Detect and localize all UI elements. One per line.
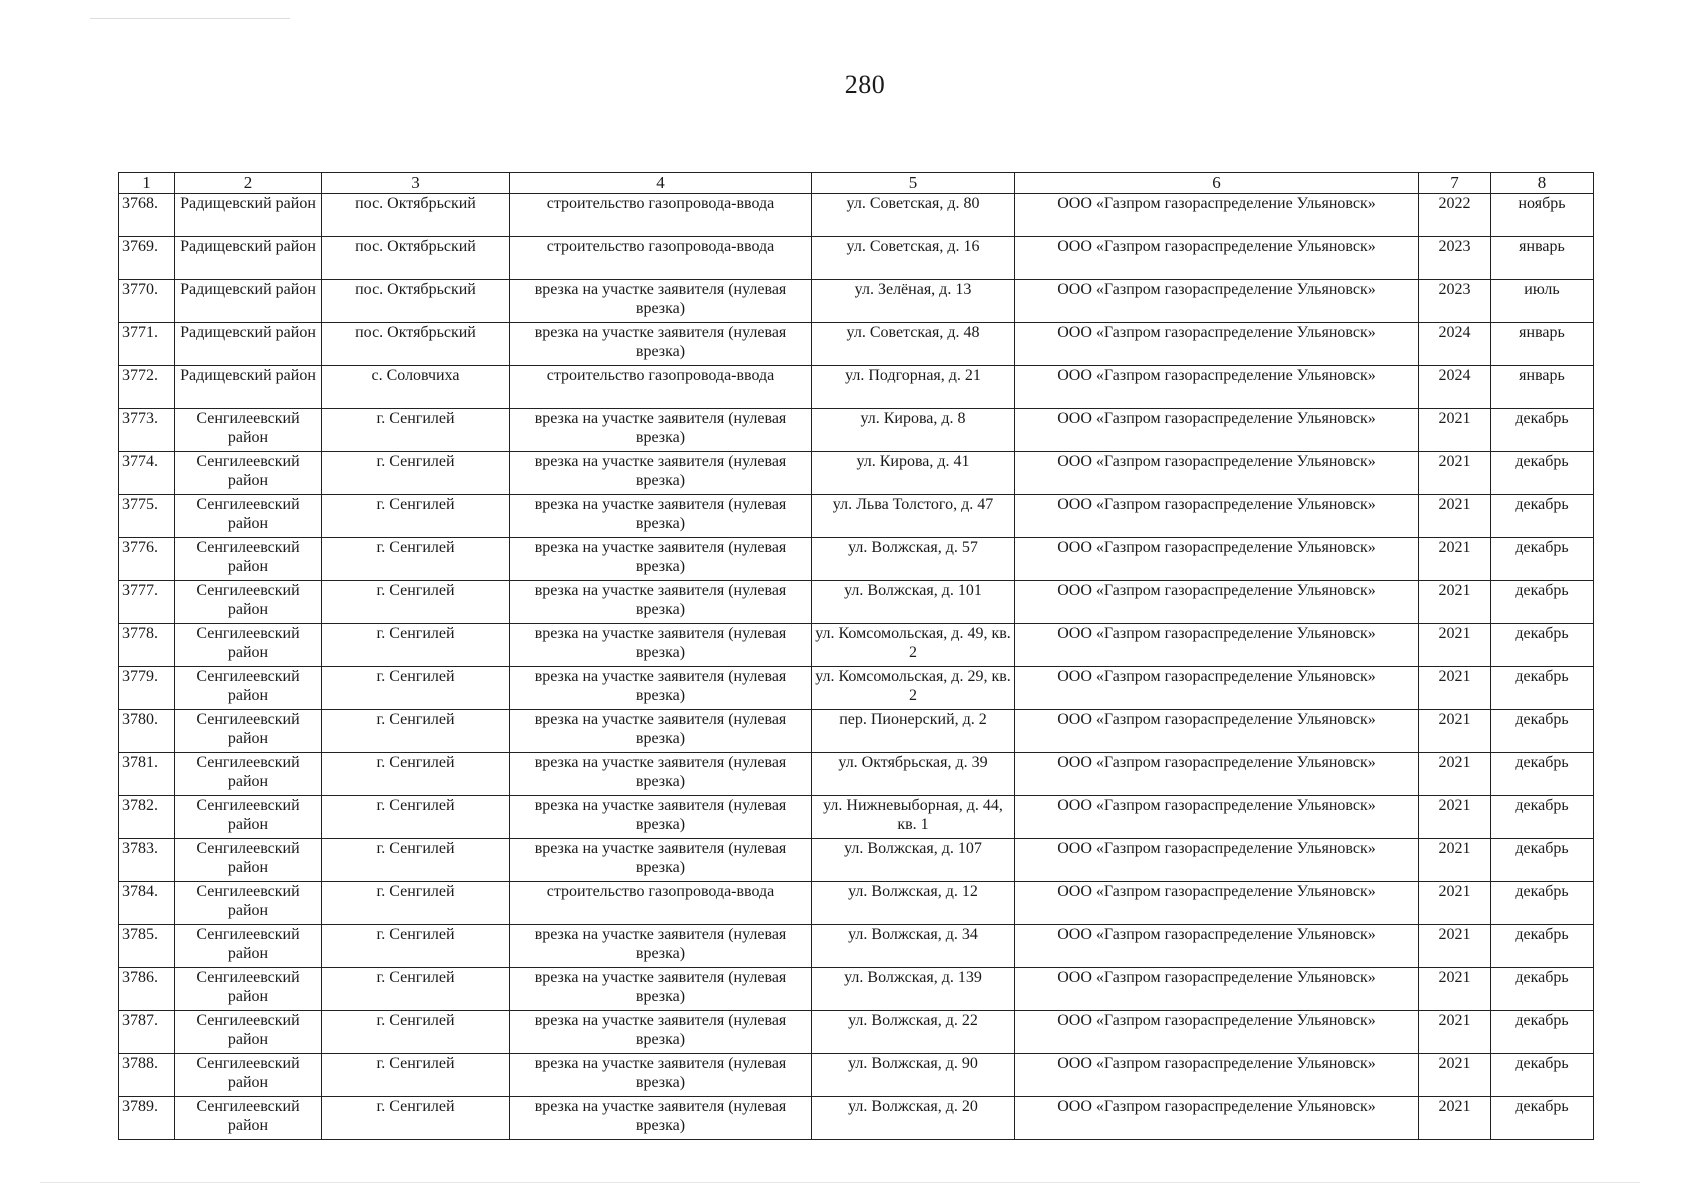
- row-number: 3782.: [119, 796, 175, 839]
- work-type-cell: врезка на участке заявителя (нулевая врезка): [510, 710, 812, 753]
- table-row: [119, 409, 1594, 452]
- row-number: 3781.: [119, 753, 175, 796]
- year-cell: 2021: [1419, 925, 1491, 968]
- locality-cell: г. Сенгилей: [322, 409, 510, 452]
- month-cell: декабрь: [1491, 839, 1594, 882]
- locality-cell: г. Сенгилей: [322, 1011, 510, 1054]
- locality-cell: пос. Октябрьский: [322, 280, 510, 323]
- table-row: [119, 538, 1594, 581]
- address-cell: ул. Волжская, д. 22: [812, 1011, 1015, 1054]
- district-cell: Сенгилеевский район: [175, 581, 322, 624]
- column-header: 1: [119, 173, 175, 194]
- row-number: 3779.: [119, 667, 175, 710]
- row-number: 3785.: [119, 925, 175, 968]
- month-cell: декабрь: [1491, 968, 1594, 1011]
- column-header: 6: [1015, 173, 1419, 194]
- organization-cell: ООО «Газпром газораспределение Ульяновск»: [1015, 968, 1419, 1011]
- district-cell: Сенгилеевский район: [175, 925, 322, 968]
- month-cell: декабрь: [1491, 452, 1594, 495]
- district-cell: Радищевский район: [175, 237, 322, 280]
- row-number: 3788.: [119, 1054, 175, 1097]
- organization-cell: ООО «Газпром газораспределение Ульяновск»: [1015, 237, 1419, 280]
- district-cell: Сенгилеевский район: [175, 839, 322, 882]
- address-cell: ул. Волжская, д. 34: [812, 925, 1015, 968]
- table-row: [119, 839, 1594, 882]
- row-number: 3768.: [119, 194, 175, 237]
- district-cell: Сенгилеевский район: [175, 538, 322, 581]
- table-row: [119, 194, 1594, 237]
- organization-cell: ООО «Газпром газораспределение Ульяновск»: [1015, 452, 1419, 495]
- year-cell: 2021: [1419, 667, 1491, 710]
- column-number-row: [119, 173, 1594, 194]
- table-row: [119, 495, 1594, 538]
- row-number: 3783.: [119, 839, 175, 882]
- work-type-cell: врезка на участке заявителя (нулевая врезка): [510, 796, 812, 839]
- table-row: [119, 710, 1594, 753]
- table-row: [119, 366, 1594, 409]
- row-number: 3789.: [119, 1097, 175, 1140]
- column-header: 3: [322, 173, 510, 194]
- address-cell: ул. Советская, д. 16: [812, 237, 1015, 280]
- scan-artifact: [90, 18, 290, 19]
- year-cell: 2023: [1419, 237, 1491, 280]
- month-cell: июль: [1491, 280, 1594, 323]
- address-cell: ул. Подгорная, д. 21: [812, 366, 1015, 409]
- organization-cell: ООО «Газпром газораспределение Ульяновск»: [1015, 710, 1419, 753]
- page-number: 280: [844, 70, 886, 99]
- locality-cell: г. Сенгилей: [322, 925, 510, 968]
- year-cell: 2021: [1419, 968, 1491, 1011]
- table-row: [119, 925, 1594, 968]
- work-type-cell: строительство газопровода-ввода: [510, 882, 812, 925]
- year-cell: 2021: [1419, 624, 1491, 667]
- locality-cell: г. Сенгилей: [322, 753, 510, 796]
- row-number: 3770.: [119, 280, 175, 323]
- work-type-cell: врезка на участке заявителя (нулевая врезка): [510, 581, 812, 624]
- row-number: 3773.: [119, 409, 175, 452]
- address-cell: ул. Волжская, д. 57: [812, 538, 1015, 581]
- address-cell: ул. Советская, д. 80: [812, 194, 1015, 237]
- year-cell: 2021: [1419, 495, 1491, 538]
- district-cell: Сенгилеевский район: [175, 495, 322, 538]
- month-cell: декабрь: [1491, 667, 1594, 710]
- work-type-cell: врезка на участке заявителя (нулевая врезка): [510, 753, 812, 796]
- organization-cell: ООО «Газпром газораспределение Ульяновск»: [1015, 753, 1419, 796]
- work-type-cell: строительство газопровода-ввода: [510, 237, 812, 280]
- district-cell: Радищевский район: [175, 194, 322, 237]
- organization-cell: ООО «Газпром газораспределение Ульяновск»: [1015, 280, 1419, 323]
- organization-cell: ООО «Газпром газораспределение Ульяновск»: [1015, 925, 1419, 968]
- district-cell: Радищевский район: [175, 323, 322, 366]
- month-cell: декабрь: [1491, 753, 1594, 796]
- table-row: [119, 667, 1594, 710]
- table-row: [119, 1011, 1594, 1054]
- table-row: [119, 968, 1594, 1011]
- month-cell: январь: [1491, 323, 1594, 366]
- locality-cell: г. Сенгилей: [322, 538, 510, 581]
- year-cell: 2021: [1419, 1011, 1491, 1054]
- district-cell: Сенгилеевский район: [175, 710, 322, 753]
- month-cell: декабрь: [1491, 538, 1594, 581]
- work-type-cell: врезка на участке заявителя (нулевая врезка): [510, 280, 812, 323]
- address-cell: ул. Волжская, д. 107: [812, 839, 1015, 882]
- district-cell: Сенгилеевский район: [175, 1011, 322, 1054]
- year-cell: 2021: [1419, 882, 1491, 925]
- month-cell: декабрь: [1491, 710, 1594, 753]
- month-cell: ноябрь: [1491, 194, 1594, 237]
- organization-cell: ООО «Газпром газораспределение Ульяновск»: [1015, 581, 1419, 624]
- organization-cell: ООО «Газпром газораспределение Ульяновск»: [1015, 495, 1419, 538]
- work-type-cell: врезка на участке заявителя (нулевая врезка): [510, 323, 812, 366]
- gas-connection-table: [118, 172, 1594, 1140]
- year-cell: 2024: [1419, 366, 1491, 409]
- year-cell: 2021: [1419, 1097, 1491, 1140]
- row-number: 3772.: [119, 366, 175, 409]
- work-type-cell: строительство газопровода-ввода: [510, 366, 812, 409]
- locality-cell: г. Сенгилей: [322, 1097, 510, 1140]
- district-cell: Сенгилеевский район: [175, 1097, 322, 1140]
- column-header: 2: [175, 173, 322, 194]
- year-cell: 2021: [1419, 839, 1491, 882]
- address-cell: ул. Волжская, д. 20: [812, 1097, 1015, 1140]
- month-cell: январь: [1491, 237, 1594, 280]
- table-row: [119, 1097, 1594, 1140]
- work-type-cell: врезка на участке заявителя (нулевая врезка): [510, 1054, 812, 1097]
- column-header: 5: [812, 173, 1015, 194]
- organization-cell: ООО «Газпром газораспределение Ульяновск»: [1015, 1097, 1419, 1140]
- locality-cell: г. Сенгилей: [322, 581, 510, 624]
- column-header: 4: [510, 173, 812, 194]
- organization-cell: ООО «Газпром газораспределение Ульяновск»: [1015, 409, 1419, 452]
- address-cell: ул. Зелёная, д. 13: [812, 280, 1015, 323]
- year-cell: 2021: [1419, 1054, 1491, 1097]
- address-cell: ул. Кирова, д. 8: [812, 409, 1015, 452]
- locality-cell: г. Сенгилей: [322, 710, 510, 753]
- locality-cell: г. Сенгилей: [322, 839, 510, 882]
- month-cell: декабрь: [1491, 882, 1594, 925]
- year-cell: 2021: [1419, 452, 1491, 495]
- year-cell: 2021: [1419, 581, 1491, 624]
- locality-cell: пос. Октябрьский: [322, 237, 510, 280]
- table-row: [119, 237, 1594, 280]
- organization-cell: ООО «Газпром газораспределение Ульяновск»: [1015, 194, 1419, 237]
- month-cell: декабрь: [1491, 624, 1594, 667]
- month-cell: декабрь: [1491, 581, 1594, 624]
- month-cell: декабрь: [1491, 495, 1594, 538]
- district-cell: Сенгилеевский район: [175, 968, 322, 1011]
- row-number: 3780.: [119, 710, 175, 753]
- table-row: [119, 753, 1594, 796]
- work-type-cell: врезка на участке заявителя (нулевая врезка): [510, 538, 812, 581]
- row-number: 3776.: [119, 538, 175, 581]
- work-type-cell: врезка на участке заявителя (нулевая врезка): [510, 495, 812, 538]
- work-type-cell: врезка на участке заявителя (нулевая врезка): [510, 452, 812, 495]
- row-number: 3786.: [119, 968, 175, 1011]
- table-row: [119, 280, 1594, 323]
- work-type-cell: врезка на участке заявителя (нулевая врезка): [510, 968, 812, 1011]
- locality-cell: г. Сенгилей: [322, 796, 510, 839]
- address-cell: ул. Волжская, д. 139: [812, 968, 1015, 1011]
- address-cell: ул. Комсомольская, д. 49, кв. 2: [812, 624, 1015, 667]
- table-row: [119, 624, 1594, 667]
- district-cell: Сенгилеевский район: [175, 882, 322, 925]
- locality-cell: г. Сенгилей: [322, 1054, 510, 1097]
- organization-cell: ООО «Газпром газораспределение Ульяновск»: [1015, 538, 1419, 581]
- address-cell: ул. Льва Толстого, д. 47: [812, 495, 1015, 538]
- address-cell: ул. Волжская, д. 90: [812, 1054, 1015, 1097]
- month-cell: декабрь: [1491, 925, 1594, 968]
- month-cell: декабрь: [1491, 796, 1594, 839]
- district-cell: Сенгилеевский район: [175, 667, 322, 710]
- column-header: 8: [1491, 173, 1594, 194]
- district-cell: Сенгилеевский район: [175, 796, 322, 839]
- locality-cell: пос. Октябрьский: [322, 323, 510, 366]
- year-cell: 2021: [1419, 409, 1491, 452]
- address-cell: пер. Пионерский, д. 2: [812, 710, 1015, 753]
- month-cell: декабрь: [1491, 1097, 1594, 1140]
- work-type-cell: врезка на участке заявителя (нулевая врезка): [510, 667, 812, 710]
- month-cell: декабрь: [1491, 1054, 1594, 1097]
- column-header: 7: [1419, 173, 1491, 194]
- work-type-cell: врезка на участке заявителя (нулевая врезка): [510, 1011, 812, 1054]
- work-type-cell: врезка на участке заявителя (нулевая врезка): [510, 925, 812, 968]
- district-cell: Сенгилеевский район: [175, 753, 322, 796]
- row-number: 3769.: [119, 237, 175, 280]
- organization-cell: ООО «Газпром газораспределение Ульяновск»: [1015, 323, 1419, 366]
- address-cell: ул. Волжская, д. 101: [812, 581, 1015, 624]
- locality-cell: г. Сенгилей: [322, 968, 510, 1011]
- district-cell: Сенгилеевский район: [175, 624, 322, 667]
- year-cell: 2021: [1419, 710, 1491, 753]
- organization-cell: ООО «Газпром газораспределение Ульяновск»: [1015, 839, 1419, 882]
- row-number: 3784.: [119, 882, 175, 925]
- year-cell: 2021: [1419, 538, 1491, 581]
- work-type-cell: врезка на участке заявителя (нулевая врезка): [510, 624, 812, 667]
- address-cell: ул. Кирова, д. 41: [812, 452, 1015, 495]
- row-number: 3778.: [119, 624, 175, 667]
- locality-cell: г. Сенгилей: [322, 667, 510, 710]
- locality-cell: с. Соловчиха: [322, 366, 510, 409]
- table-row: [119, 323, 1594, 366]
- month-cell: декабрь: [1491, 1011, 1594, 1054]
- district-cell: Сенгилеевский район: [175, 1054, 322, 1097]
- locality-cell: пос. Октябрьский: [322, 194, 510, 237]
- year-cell: 2023: [1419, 280, 1491, 323]
- organization-cell: ООО «Газпром газораспределение Ульяновск»: [1015, 1054, 1419, 1097]
- organization-cell: ООО «Газпром газораспределение Ульяновск»: [1015, 366, 1419, 409]
- row-number: 3787.: [119, 1011, 175, 1054]
- table-row: [119, 452, 1594, 495]
- scan-artifact: [40, 1182, 1640, 1183]
- organization-cell: ООО «Газпром газораспределение Ульяновск»: [1015, 624, 1419, 667]
- row-number: 3775.: [119, 495, 175, 538]
- work-type-cell: строительство газопровода-ввода: [510, 194, 812, 237]
- work-type-cell: врезка на участке заявителя (нулевая врезка): [510, 839, 812, 882]
- organization-cell: ООО «Газпром газораспределение Ульяновск»: [1015, 882, 1419, 925]
- year-cell: 2021: [1419, 753, 1491, 796]
- address-cell: ул. Волжская, д. 12: [812, 882, 1015, 925]
- row-number: 3774.: [119, 452, 175, 495]
- row-number: 3777.: [119, 581, 175, 624]
- row-number: 3771.: [119, 323, 175, 366]
- district-cell: Сенгилеевский район: [175, 409, 322, 452]
- locality-cell: г. Сенгилей: [322, 452, 510, 495]
- locality-cell: г. Сенгилей: [322, 624, 510, 667]
- address-cell: ул. Октябрьская, д. 39: [812, 753, 1015, 796]
- table-row: [119, 581, 1594, 624]
- organization-cell: ООО «Газпром газораспределение Ульяновск»: [1015, 796, 1419, 839]
- address-cell: ул. Советская, д. 48: [812, 323, 1015, 366]
- table-row: [119, 796, 1594, 839]
- table-row: [119, 882, 1594, 925]
- address-cell: ул. Нижневыборная, д. 44, кв. 1: [812, 796, 1015, 839]
- organization-cell: ООО «Газпром газораспределение Ульяновск»: [1015, 1011, 1419, 1054]
- year-cell: 2021: [1419, 796, 1491, 839]
- district-cell: Сенгилеевский район: [175, 452, 322, 495]
- year-cell: 2024: [1419, 323, 1491, 366]
- year-cell: 2022: [1419, 194, 1491, 237]
- table-row: [119, 1054, 1594, 1097]
- locality-cell: г. Сенгилей: [322, 882, 510, 925]
- locality-cell: г. Сенгилей: [322, 495, 510, 538]
- work-type-cell: врезка на участке заявителя (нулевая врезка): [510, 409, 812, 452]
- address-cell: ул. Комсомольская, д. 29, кв. 2: [812, 667, 1015, 710]
- district-cell: Радищевский район: [175, 366, 322, 409]
- district-cell: Радищевский район: [175, 280, 322, 323]
- month-cell: декабрь: [1491, 409, 1594, 452]
- organization-cell: ООО «Газпром газораспределение Ульяновск»: [1015, 667, 1419, 710]
- month-cell: январь: [1491, 366, 1594, 409]
- work-type-cell: врезка на участке заявителя (нулевая врезка): [510, 1097, 812, 1140]
